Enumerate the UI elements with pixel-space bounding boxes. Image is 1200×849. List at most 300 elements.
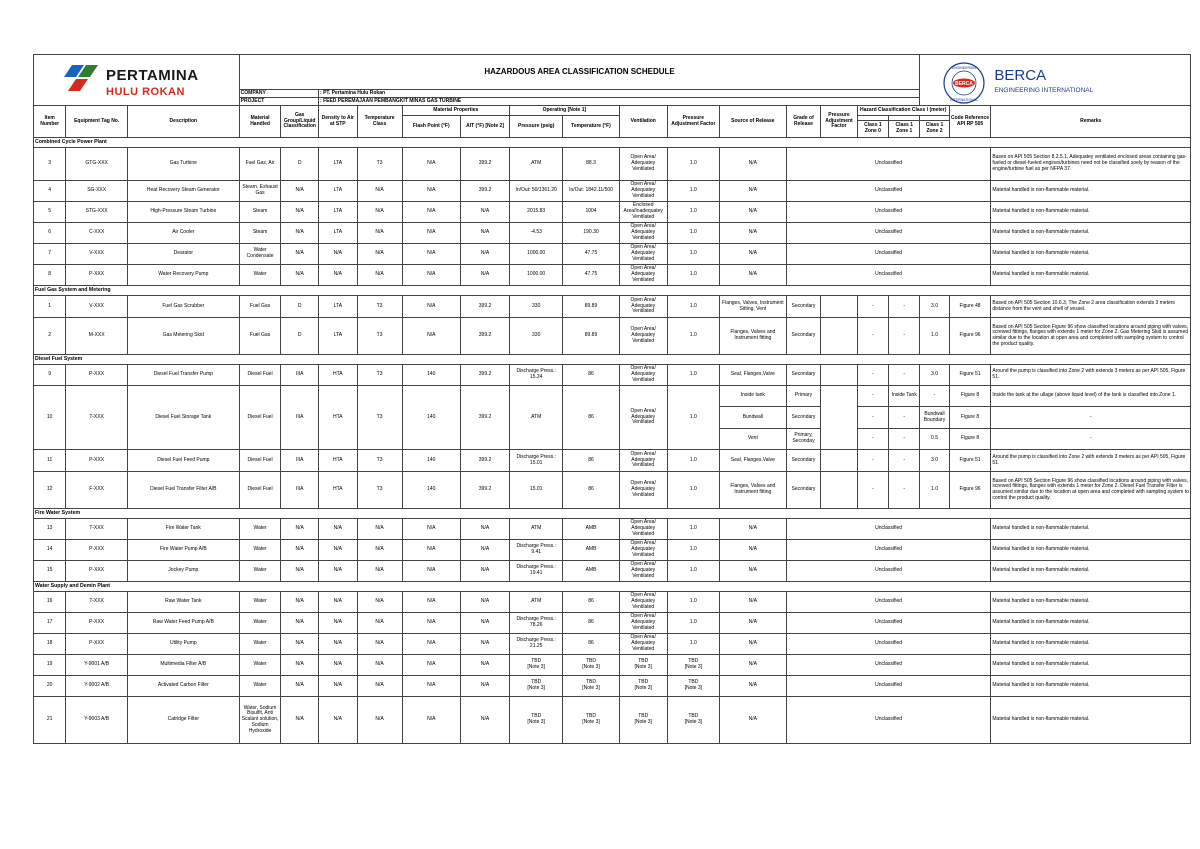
zone-0: - bbox=[857, 296, 888, 318]
ait: 399.2 bbox=[461, 365, 510, 386]
temperature: 86 bbox=[563, 365, 619, 386]
table-row bbox=[34, 365, 1191, 386]
source-of-release: N/A bbox=[719, 561, 786, 582]
col-temperature: Temperature (°F) bbox=[563, 116, 619, 138]
remarks: - bbox=[991, 429, 1191, 450]
description: Fire Water Pump A/B bbox=[127, 540, 239, 561]
source-of-release: Inside tank bbox=[719, 386, 786, 407]
equipment-tag: P-XXX bbox=[66, 540, 128, 561]
pressure: ATM bbox=[510, 519, 563, 540]
source-of-release: Bundwall bbox=[719, 407, 786, 429]
temp-class: T3 bbox=[357, 148, 402, 181]
pressure: In/Out: 50/1361.20 bbox=[510, 181, 563, 202]
item-number: 13 bbox=[34, 519, 66, 540]
pressure: Discharge Press.: 9.41 bbox=[510, 540, 563, 561]
zone-0: - bbox=[857, 429, 888, 450]
temperature: 86 bbox=[563, 450, 619, 472]
note-ref: [Note 3] bbox=[684, 685, 703, 691]
note-ref: [Note 3] bbox=[527, 685, 545, 691]
density: HTA bbox=[319, 472, 358, 509]
ventilation bbox=[619, 676, 667, 697]
flash-point: N/A bbox=[402, 181, 460, 202]
note-ref: [Note 3] bbox=[634, 664, 652, 670]
ventilation: Open Area/ Adequatey Ventilated bbox=[619, 613, 667, 634]
remarks: Material handled is non-flammable material. bbox=[991, 676, 1191, 697]
density: N/A bbox=[319, 265, 358, 286]
pressure: Discharge Press.: 15.01 bbox=[510, 450, 563, 472]
svg-text:ENGINEERING: ENGINEERING bbox=[952, 66, 977, 70]
remarks: Material handled is non-flammable material. bbox=[991, 519, 1191, 540]
temperature: 89.89 bbox=[563, 296, 619, 318]
pressure-adjustment: 1.0 bbox=[667, 181, 719, 202]
pressure: 330 bbox=[510, 318, 563, 355]
ventilation: Open Area/ Adequatey Ventilated bbox=[619, 450, 667, 472]
source-of-release: Flanges, Valves, Instrument Sitting, Vent bbox=[719, 296, 786, 318]
table-row bbox=[34, 148, 1191, 181]
remarks: Material handled is non-flammable material. bbox=[991, 540, 1191, 561]
density: N/A bbox=[319, 592, 358, 613]
temperature: 86 bbox=[563, 592, 619, 613]
source-of-release: N/A bbox=[719, 676, 786, 697]
equipment-tag: P-XXX bbox=[66, 450, 128, 472]
gas-group: N/A bbox=[281, 265, 319, 286]
temperature: 86 bbox=[563, 613, 619, 634]
source-of-release: Seal, Flanges,Valve bbox=[719, 365, 786, 386]
table-row bbox=[34, 697, 1191, 744]
item-number: 18 bbox=[34, 634, 66, 655]
ventilation: Open Area/ Adequatey Ventilated bbox=[619, 365, 667, 386]
pressure-adjustment bbox=[667, 676, 719, 697]
description: Diesel Fuel Storage Tank bbox=[127, 386, 239, 450]
temp-class: N/A bbox=[357, 613, 402, 634]
zone-2: - bbox=[920, 386, 949, 407]
col-material-properties: Material Properties bbox=[402, 106, 510, 116]
ventilation: Open Area/ Adequatey Ventilated bbox=[619, 386, 667, 450]
remarks: Material handled is non-flammable material. bbox=[991, 561, 1191, 582]
pressure-adjustment: 1.0 bbox=[667, 519, 719, 540]
source-of-release: N/A bbox=[719, 655, 786, 676]
table-row bbox=[34, 613, 1191, 634]
zone-1: - bbox=[889, 365, 920, 386]
table-row bbox=[34, 634, 1191, 655]
zone-1: - bbox=[889, 318, 920, 355]
svg-text:BERCA: BERCA bbox=[955, 81, 974, 87]
col-item: Item Number bbox=[34, 106, 66, 138]
ait: 399.2 bbox=[461, 472, 510, 509]
temp-class: T3 bbox=[357, 472, 402, 509]
table-row bbox=[34, 676, 1191, 697]
equipment-tag: SG-XXX bbox=[66, 181, 128, 202]
ventilation: Open Area/ Adequatey Ventilated bbox=[619, 318, 667, 355]
gas-group: N/A bbox=[281, 561, 319, 582]
company-label: COMPANY bbox=[239, 90, 318, 98]
item-number: 7 bbox=[34, 244, 66, 265]
zone-1: - bbox=[889, 450, 920, 472]
remarks: Material handled is non-flammable material. bbox=[991, 655, 1191, 676]
description: Heat Recovery Steam Generator bbox=[127, 181, 239, 202]
equipment-tag: P-XXX bbox=[66, 561, 128, 582]
section-header: Water Supply and Demin Plant bbox=[34, 582, 1191, 592]
gas-group: IIIA bbox=[281, 450, 319, 472]
temperature: 89.89 bbox=[563, 318, 619, 355]
equipment-tag: C-XXX bbox=[66, 223, 128, 244]
pressure-adjustment: 1.0 bbox=[667, 244, 719, 265]
pressure: 15.01 bbox=[510, 472, 563, 509]
ventilation: Open Area/ Adequatey Ventilated bbox=[619, 265, 667, 286]
density: N/A bbox=[319, 244, 358, 265]
col-density: Density to Air at STP bbox=[319, 106, 358, 138]
temp-class: N/A bbox=[357, 697, 402, 744]
flash-point: N/A bbox=[402, 148, 460, 181]
item-number: 20 bbox=[34, 676, 66, 697]
ventilation bbox=[619, 655, 667, 676]
pressure: Discharge Press.: 19.41 bbox=[510, 561, 563, 582]
pertamina-wordmark: PERTAMINA bbox=[106, 67, 199, 84]
zone-2: 3.0 bbox=[920, 365, 949, 386]
density: N/A bbox=[319, 561, 358, 582]
pressure-adjustment-factor bbox=[821, 365, 858, 386]
gas-group: N/A bbox=[281, 592, 319, 613]
classification: Unclassified bbox=[786, 634, 991, 655]
hazardous-area-schedule-sheet bbox=[33, 54, 1191, 744]
ventilation: Open Area/ Adequatey Ventilated bbox=[619, 519, 667, 540]
note-ref: [Note 3] bbox=[582, 685, 600, 691]
classification: Unclassified bbox=[786, 655, 991, 676]
density: N/A bbox=[319, 613, 358, 634]
col-tag: Equipment Tag No. bbox=[66, 106, 128, 138]
gas-group: IIIA bbox=[281, 472, 319, 509]
berca-subtitle: ENGINEERING INTERNATIONAL bbox=[994, 87, 1094, 94]
ait: N/A bbox=[461, 592, 510, 613]
tbd-text: TBD bbox=[531, 713, 542, 720]
source-of-release: Flanges, Valves and Instrument fitting bbox=[719, 318, 786, 355]
remarks: Based on API 505 Section 10.6.3, The Zone 2 area classification extends 3 meters distance from the vent and shell of vessel. bbox=[991, 296, 1191, 318]
gas-group: N/A bbox=[281, 202, 319, 223]
pressure: 1000.00 bbox=[510, 265, 563, 286]
pressure-adjustment: 1.0 bbox=[667, 223, 719, 244]
source-of-release: N/A bbox=[719, 181, 786, 202]
flash-point: N/A bbox=[402, 318, 460, 355]
equipment-tag: P-XXX bbox=[66, 613, 128, 634]
section-header: Combined Cycle Power Plant bbox=[34, 138, 1191, 148]
flash-point: N/A bbox=[402, 676, 460, 697]
col-ventilation: Ventilation bbox=[619, 106, 667, 138]
table-row bbox=[34, 296, 1191, 318]
description: Jockey Pump bbox=[127, 561, 239, 582]
description: Raw Water Tank bbox=[127, 592, 239, 613]
table-row bbox=[34, 202, 1191, 223]
source-of-release: N/A bbox=[719, 202, 786, 223]
ait: 399.2 bbox=[461, 386, 510, 450]
tbd-text: TBD bbox=[638, 658, 649, 665]
remarks: Material handled is non-flammable material. bbox=[991, 223, 1191, 244]
density: HTA bbox=[319, 450, 358, 472]
classification: Unclassified bbox=[786, 519, 991, 540]
table-row bbox=[34, 223, 1191, 244]
zone-2: 3.0 bbox=[920, 450, 949, 472]
ait: N/A bbox=[461, 676, 510, 697]
note-ref: [Note 3] bbox=[582, 664, 600, 670]
pressure-adjustment: 1.0 bbox=[667, 365, 719, 386]
source-of-release: N/A bbox=[719, 540, 786, 561]
ait: N/A bbox=[461, 202, 510, 223]
table-row bbox=[34, 472, 1191, 509]
pressure: ATM bbox=[510, 592, 563, 613]
pressure: -4.53 bbox=[510, 223, 563, 244]
ait: N/A bbox=[461, 634, 510, 655]
item-number: 10 bbox=[34, 386, 66, 450]
source-of-release: N/A bbox=[719, 244, 786, 265]
grade-of-release: Primary bbox=[786, 386, 820, 407]
tbd-text: TBD bbox=[688, 679, 699, 686]
material: Fuel Gas, Air bbox=[239, 148, 281, 181]
temperature: AMB bbox=[563, 561, 619, 582]
col-pressure-adjustment-factor: Pressure Adjustment Factor bbox=[821, 106, 858, 138]
pertamina-logo-cell bbox=[34, 55, 240, 106]
classification: Unclassified bbox=[786, 592, 991, 613]
remarks: Material handled is non-flammable material. bbox=[991, 613, 1191, 634]
temperature: 47.75 bbox=[563, 265, 619, 286]
pressure-adjustment: 1.0 bbox=[667, 561, 719, 582]
source-of-release: Flanges, Valves and Instrument fitting bbox=[719, 472, 786, 509]
project-label: PROJECT bbox=[239, 98, 318, 106]
zone-2: 1.0 bbox=[920, 318, 949, 355]
gas-group: N/A bbox=[281, 181, 319, 202]
material: Water bbox=[239, 613, 281, 634]
col-remarks: Remarks bbox=[991, 106, 1191, 138]
ait: 399.2 bbox=[461, 181, 510, 202]
pressure-adjustment-factor bbox=[821, 386, 858, 450]
flash-point: N/A bbox=[402, 244, 460, 265]
flash-point: N/A bbox=[402, 697, 460, 744]
source-of-release: N/A bbox=[719, 148, 786, 181]
temperature: AMB bbox=[563, 519, 619, 540]
material: Water, Sodium Bisulfit, Anti Scalant solution, Sodium Hydroxide bbox=[239, 697, 281, 744]
pressure: Discharge Press.: 15.24 bbox=[510, 365, 563, 386]
temp-class: N/A bbox=[357, 634, 402, 655]
pressure bbox=[510, 697, 563, 744]
item-number: 1 bbox=[34, 296, 66, 318]
classification: Unclassified bbox=[786, 244, 991, 265]
density: LTA bbox=[319, 181, 358, 202]
material: Water bbox=[239, 561, 281, 582]
material: Water bbox=[239, 634, 281, 655]
remarks: Material handled is non-flammable material. bbox=[991, 634, 1191, 655]
description: Water Recovery Pump bbox=[127, 265, 239, 286]
description: Raw Water Feed Pump A/B bbox=[127, 613, 239, 634]
col-code-reference: Code Reference API RP 505 bbox=[949, 106, 991, 138]
pressure-adjustment-factor bbox=[821, 296, 858, 318]
hulu-rokan-wordmark: HULU ROKAN bbox=[106, 86, 185, 98]
note-ref: [Note 3] bbox=[634, 719, 652, 725]
temp-class: N/A bbox=[357, 181, 402, 202]
description: High-Pressure Steam Turbine bbox=[127, 202, 239, 223]
tbd-text: TBD bbox=[586, 679, 596, 686]
gas-group: N/A bbox=[281, 613, 319, 634]
pressure: ATM bbox=[510, 386, 563, 450]
item-number: 11 bbox=[34, 450, 66, 472]
temperature: 88.3 bbox=[563, 148, 619, 181]
description: Gas Metering Skid bbox=[127, 318, 239, 355]
document-title: HAZARDOUS AREA CLASSIFICATION SCHEDULE bbox=[239, 55, 920, 90]
pressure-adjustment-factor bbox=[821, 450, 858, 472]
pressure: Discharge Press.: 21.25 bbox=[510, 634, 563, 655]
density: LTA bbox=[319, 296, 358, 318]
gas-group: N/A bbox=[281, 676, 319, 697]
material: Water bbox=[239, 540, 281, 561]
table-row bbox=[34, 265, 1191, 286]
temp-class: T3 bbox=[357, 450, 402, 472]
code-reference: Figure 51 bbox=[949, 365, 991, 386]
code-reference: Figure 96 bbox=[949, 318, 991, 355]
temperature bbox=[563, 655, 619, 676]
classification: Unclassified bbox=[786, 181, 991, 202]
pressure: Discharge Press.: 78.26 bbox=[510, 613, 563, 634]
tbd-text: TBD bbox=[531, 658, 542, 665]
pressure bbox=[510, 676, 563, 697]
density: LTA bbox=[319, 148, 358, 181]
zone-0: - bbox=[857, 472, 888, 509]
equipment-tag: T-XXX bbox=[66, 519, 128, 540]
col-flash-point: Flash Point (°F) bbox=[402, 116, 460, 138]
material: Water bbox=[239, 655, 281, 676]
description: Air Cooler bbox=[127, 223, 239, 244]
equipment-tag: T-XXX bbox=[66, 592, 128, 613]
description: Diesel Fuel Transfer Pump bbox=[127, 365, 239, 386]
item-number: 12 bbox=[34, 472, 66, 509]
source-of-release: N/A bbox=[719, 697, 786, 744]
pressure-adjustment-factor bbox=[821, 318, 858, 355]
remarks: Material handled is non-flammable material. bbox=[991, 244, 1191, 265]
item-number: 19 bbox=[34, 655, 66, 676]
section-header: Fire Water System bbox=[34, 509, 1191, 519]
col-zone-2: Class 1 Zone 2 bbox=[920, 121, 949, 138]
ventilation bbox=[619, 697, 667, 744]
ait: N/A bbox=[461, 613, 510, 634]
gas-group: N/A bbox=[281, 519, 319, 540]
pressure-adjustment: 1.0 bbox=[667, 296, 719, 318]
temp-class: N/A bbox=[357, 265, 402, 286]
flash-point: 140 bbox=[402, 386, 460, 450]
note-ref: [Note 3] bbox=[684, 719, 703, 725]
ventilation: Open Area/ Adequatey Ventilated bbox=[619, 181, 667, 202]
table-row bbox=[34, 540, 1191, 561]
source-of-release: N/A bbox=[719, 265, 786, 286]
ait: N/A bbox=[461, 655, 510, 676]
flash-point: N/A bbox=[402, 613, 460, 634]
source-of-release: N/A bbox=[719, 223, 786, 244]
remarks: Material handled is non-flammable material. bbox=[991, 592, 1191, 613]
description: Fuel Gas Scrubber bbox=[127, 296, 239, 318]
source-of-release: N/A bbox=[719, 613, 786, 634]
grade-of-release: Secondary bbox=[786, 407, 820, 429]
zone-1: - bbox=[889, 429, 920, 450]
zone-2: 3.0 bbox=[920, 296, 949, 318]
item-number: 17 bbox=[34, 613, 66, 634]
classification: Unclassified bbox=[786, 561, 991, 582]
gas-group: N/A bbox=[281, 223, 319, 244]
gas-group: D bbox=[281, 318, 319, 355]
col-grade: Grade of Release bbox=[786, 106, 820, 138]
gas-group: N/A bbox=[281, 697, 319, 744]
equipment-tag: V-XXX bbox=[66, 296, 128, 318]
pressure-adjustment bbox=[667, 655, 719, 676]
pressure-adjustment: 1.0 bbox=[667, 265, 719, 286]
flash-point: N/A bbox=[402, 265, 460, 286]
ventilation: Open Area/ Adequatey Ventilated bbox=[619, 296, 667, 318]
pressure-adjustment: 1.0 bbox=[667, 592, 719, 613]
ait: 399.2 bbox=[461, 318, 510, 355]
density: N/A bbox=[319, 676, 358, 697]
description: Diesel Fuel Feed Pump bbox=[127, 450, 239, 472]
pressure-adjustment: 1.0 bbox=[667, 472, 719, 509]
material: Water bbox=[239, 592, 281, 613]
gas-group: N/A bbox=[281, 540, 319, 561]
gas-group: N/A bbox=[281, 244, 319, 265]
remarks: Based on API 505 Section Figure 96 show classified locations around piping with valves, screwed fittings, flanges with extends 1 meter for Zone 2. Diesel Fuel Transfer Filter is assumed similar due to the location at open area and completed with sampling system to control the product quality. bbox=[991, 472, 1191, 509]
source-of-release: Vent bbox=[719, 429, 786, 450]
temp-class: T3 bbox=[357, 386, 402, 450]
table-row bbox=[34, 561, 1191, 582]
note-ref: [Note 3] bbox=[582, 719, 600, 725]
equipment-tag: F-XXX bbox=[66, 472, 128, 509]
pressure: 330 bbox=[510, 296, 563, 318]
equipment-tag: P-XXX bbox=[66, 265, 128, 286]
description: Dearator bbox=[127, 244, 239, 265]
table-row bbox=[34, 592, 1191, 613]
material: Water bbox=[239, 676, 281, 697]
section-header: Fuel Gas System and Metering bbox=[34, 286, 1191, 296]
equipment-tag: GTG-XXX bbox=[66, 148, 128, 181]
remarks: Material handled is non-flammable material. bbox=[991, 181, 1191, 202]
temp-class: N/A bbox=[357, 592, 402, 613]
flash-point: N/A bbox=[402, 561, 460, 582]
equipment-tag: STG-XXX bbox=[66, 202, 128, 223]
svg-text:INTERNATIONAL: INTERNATIONAL bbox=[950, 98, 979, 102]
item-number: 8 bbox=[34, 265, 66, 286]
ait: N/A bbox=[461, 697, 510, 744]
temp-class: N/A bbox=[357, 223, 402, 244]
col-hazard-classification: Hazard Classification Class I (meter) bbox=[857, 106, 949, 116]
equipment-tag: Y-9001 A/B bbox=[66, 655, 128, 676]
grade-of-release: Primary, Seconday bbox=[786, 429, 820, 450]
item-number: 16 bbox=[34, 592, 66, 613]
pressure-adjustment bbox=[667, 697, 719, 744]
ait: N/A bbox=[461, 540, 510, 561]
zone-1: Inside Tank bbox=[889, 386, 920, 407]
remarks: Around the pump is classified into Zone 2 with extends 3 meters as per API 505, Figure 51. bbox=[991, 450, 1191, 472]
ait: N/A bbox=[461, 265, 510, 286]
flash-point: 140 bbox=[402, 450, 460, 472]
equipment-tag: Y-9002 A/B bbox=[66, 676, 128, 697]
tbd-text: TBD bbox=[531, 679, 542, 686]
tbd-text: TBD bbox=[586, 658, 596, 665]
col-description: Description bbox=[127, 106, 239, 138]
item-number: 4 bbox=[34, 181, 66, 202]
ventilation: Open Area/ Adequatey Ventilated bbox=[619, 223, 667, 244]
flash-point: N/A bbox=[402, 655, 460, 676]
col-zone-0: Class 1 Zone 0 bbox=[857, 121, 888, 138]
classification: Unclassified bbox=[786, 613, 991, 634]
table-row bbox=[34, 519, 1191, 540]
equipment-tag: V-XXX bbox=[66, 244, 128, 265]
gas-group: IIIA bbox=[281, 365, 319, 386]
ventilation: Open Area/ Adequatey Ventilated bbox=[619, 592, 667, 613]
flash-point: N/A bbox=[402, 540, 460, 561]
gas-group: D bbox=[281, 296, 319, 318]
pressure-adjustment-factor bbox=[821, 472, 858, 509]
remarks: Material handled is non-flammable material. bbox=[991, 202, 1191, 223]
